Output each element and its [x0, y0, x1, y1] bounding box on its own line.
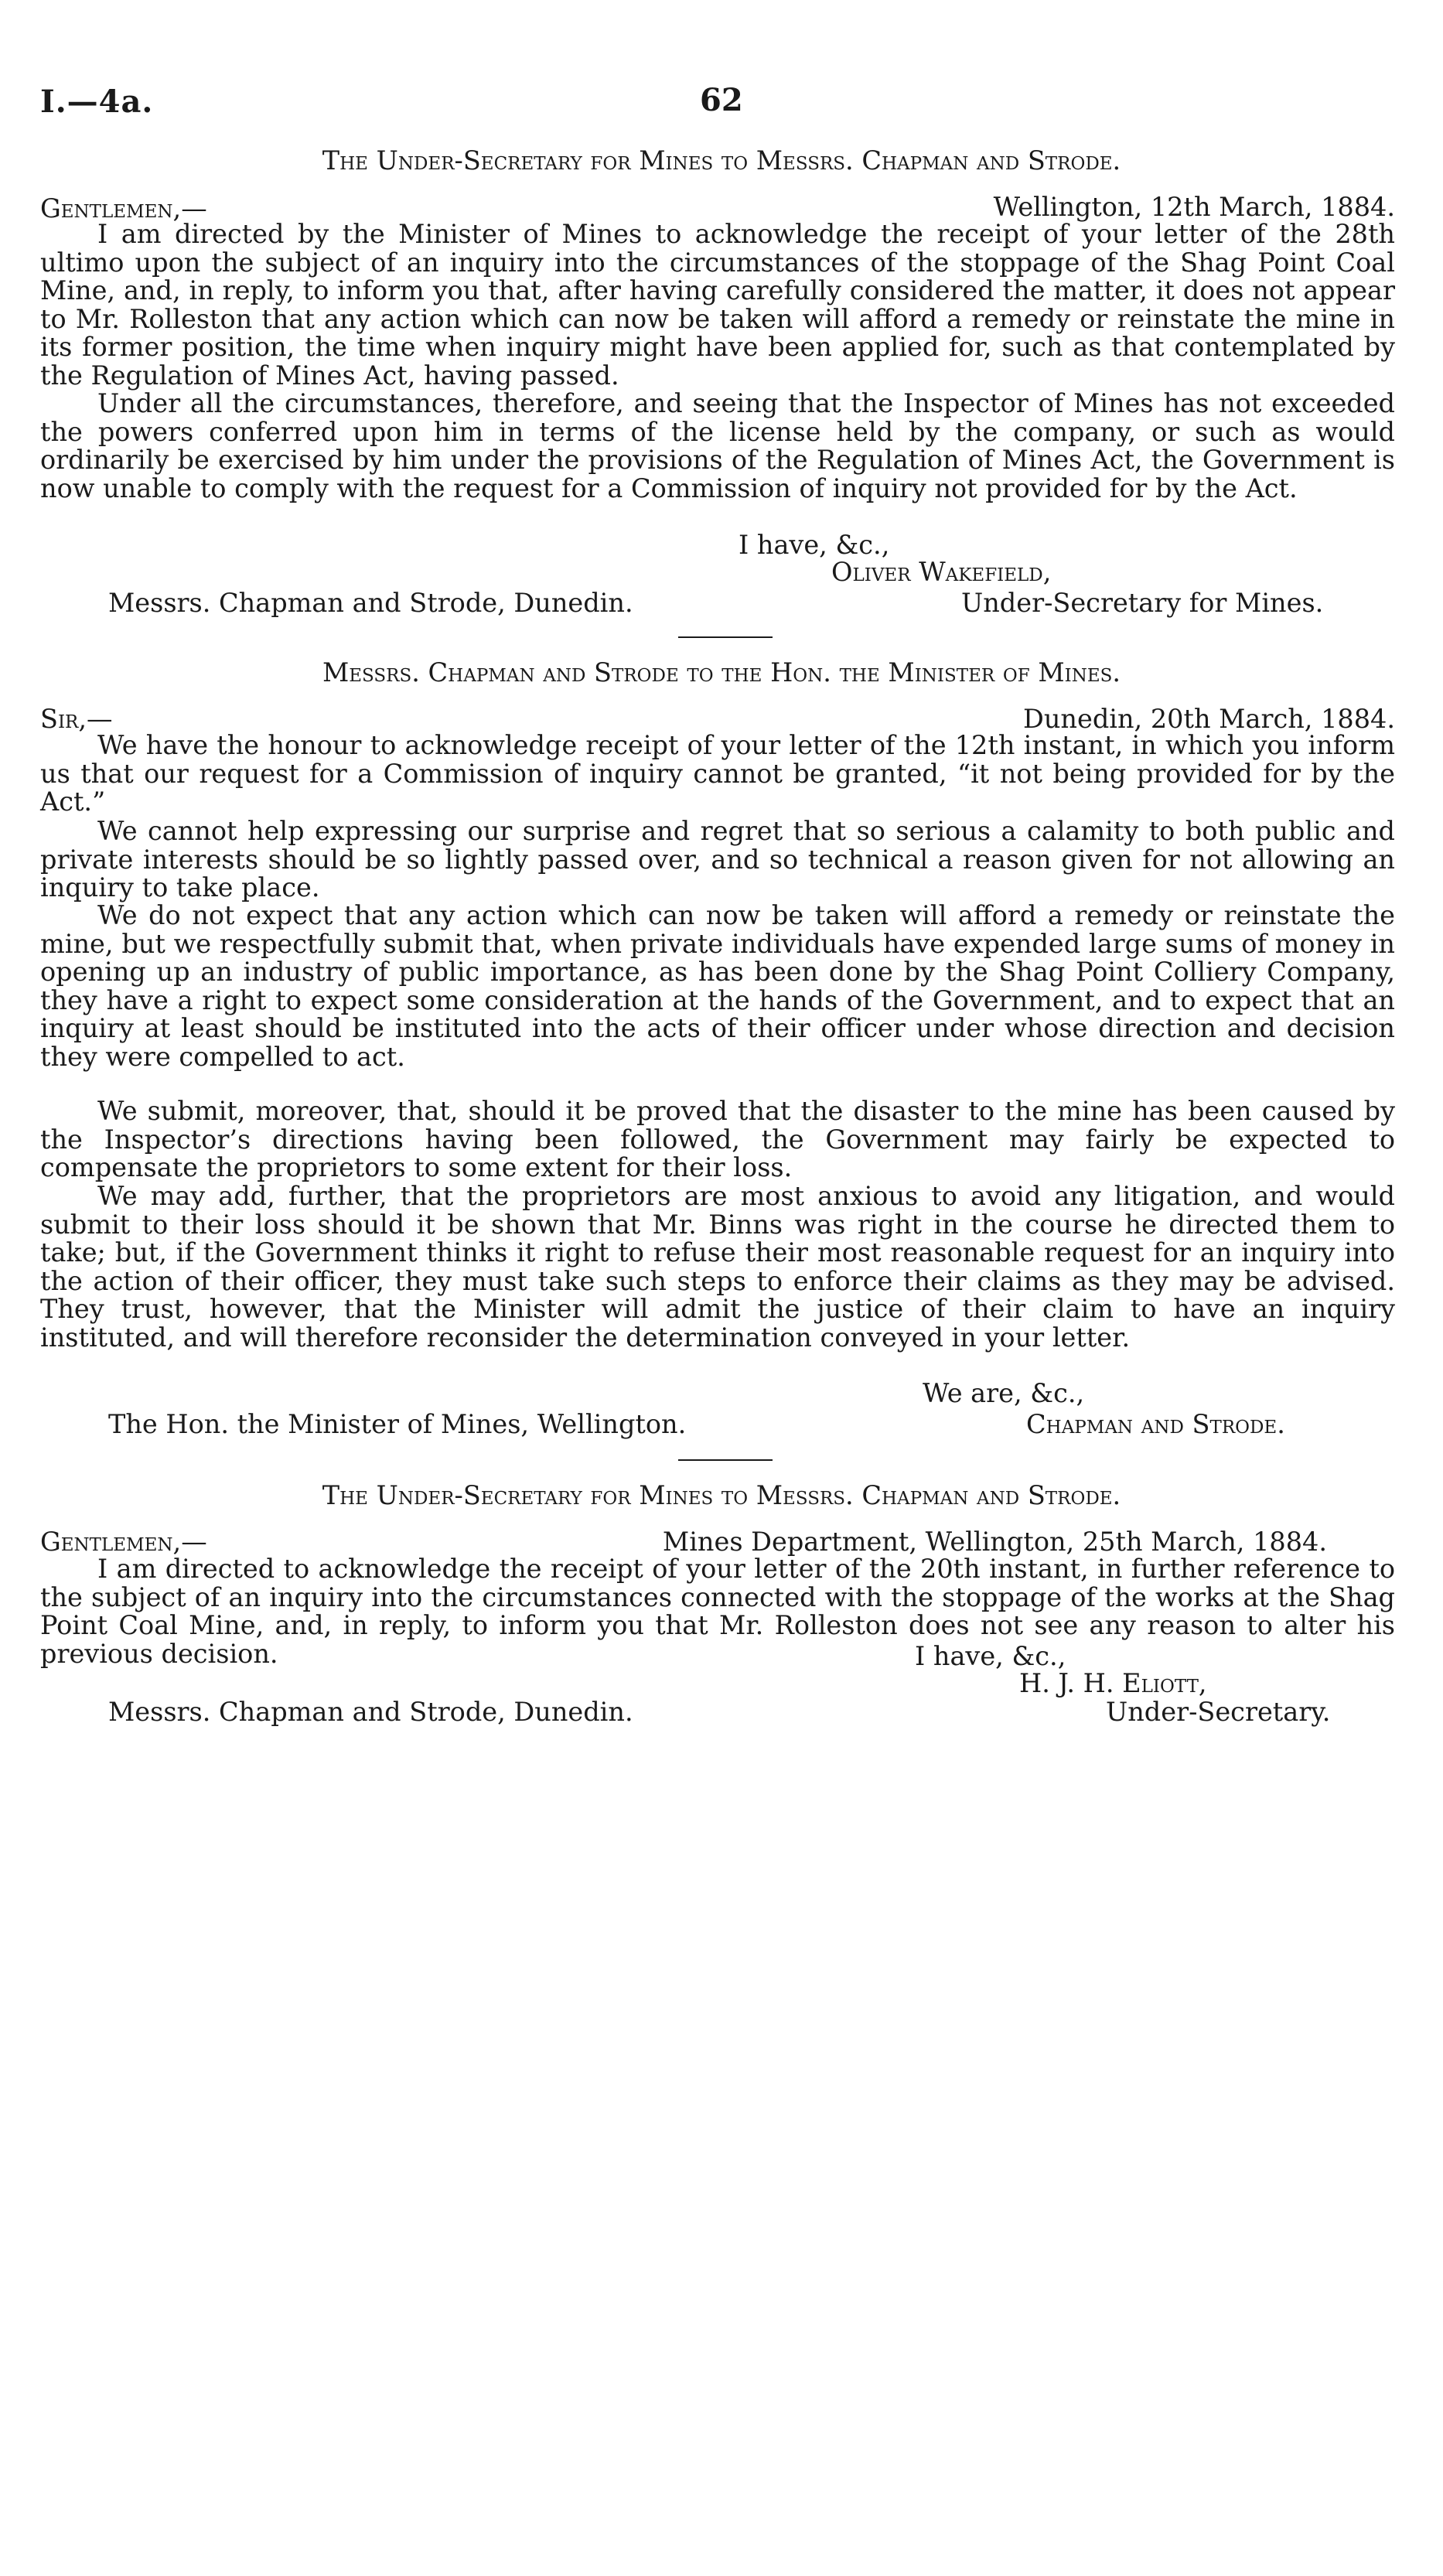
letter-2-addressee: The Hon. the Minister of Mines, Wellington.	[108, 1409, 687, 1439]
letter-2-salutation: Sir,—	[40, 704, 113, 734]
letter-2-signature: Chapman and Strode.	[1026, 1409, 1285, 1439]
page-number: 62	[700, 82, 743, 118]
letter-3-heading: The Under-Secretary for Mines to Messrs. Chapman and Strode.	[322, 1480, 1121, 1510]
letter-2-dateline: Dunedin, 20th March, 1884.	[1022, 704, 1395, 734]
letter-1-salutation: Gentlemen,—	[40, 193, 207, 223]
letter-1-paragraph-1: I am directed by the Minister of Mines to acknowledge the receipt of your letter of the 28th ultimo upon the subject of an inquiry into the circumstances of the stoppage of the Shag Point Coal Mine, and, in reply, to inform you that, after having carefully considered the matter, it does not appear to Mr. Rolleston that any action which can now be taken will afford a remedy or reinstate the mine in its former position, the time when inquiry might have been applied for, such as that contemplated by the Regulation of Mines Act, having passed.	[40, 219, 1395, 391]
letter-2-paragraph-1: We have the honour to acknowledge receipt of your letter of the 12th instant, in which you inform us that our request for a Commission of inquiry cannot be granted, “it not being provided for by the Act.”	[40, 730, 1395, 817]
separator-rule-1	[678, 636, 773, 638]
document-reference: I.—4a.	[40, 84, 154, 120]
letter-3-paragraph-1: I am directed to acknowledge the receipt of your letter of the 20th instant, in further reference to the subject of an inquiry into the circumstances connected with the stoppage of the works at the Shag Point Coal Mine, and, in reply, to inform you that Mr. Rolleston does not see any reason to alter his previous decision.	[40, 1554, 1395, 1669]
letter-3-signature: H. J. H. Eliott,	[1019, 1668, 1207, 1698]
letter-2-heading: Messrs. Chapman and Strode to the Hon. the Minister of Mines.	[322, 657, 1121, 688]
letter-3-closing: I have, &c.,	[915, 1641, 1066, 1671]
letter-2-closing: We are, &c.,	[923, 1378, 1085, 1408]
letter-1-dateline: Wellington, 12th March, 1884.	[993, 192, 1395, 222]
letter-3-title: Under-Secretary.	[1106, 1697, 1331, 1727]
letter-1-paragraph-2: Under all the circumstances, therefore, and seeing that the Inspector of Mines has not exceeded the powers conferred upon him in terms of the license held by the company, or such as would ordinarily be exercised by him under the provisions of the Regulation of Mines Act, the Government is now unable to comply with the request for a Commission of inquiry not provided for by the Act.	[40, 388, 1395, 503]
letter-2-paragraph-2: We cannot help expressing our surprise and regret that so serious a calamity to both public and private interests should be so lightly passed over, and so technical a reason given for not allowing an inquiry to take place.	[40, 816, 1395, 902]
letter-2-paragraph-3: We do not expect that any action which can now be taken will afford a remedy or reinstate the mine, but we respectfully submit that, when private individuals have expended large sums of money in opening up an industry of public importance, as has been done by the Shag Point Colliery Company, they have a right to expect some consideration at the hands of the Government, and to expect that an inquiry at least should be instituted into the acts of their officer under whose direction and decision they were compelled to act.	[40, 900, 1395, 1072]
letter-2-paragraph-4: We submit, moreover, that, should it be proved that the disaster to the mine has been caused by the Inspector’s directions having been followed, the Government may fairly be expected to compensate the proprietors to some extent for their loss.	[40, 1096, 1395, 1182]
letter-1-title: Under-Secretary for Mines.	[961, 588, 1324, 618]
letter-1-addressee: Messrs. Chapman and Strode, Dunedin.	[108, 588, 633, 618]
separator-rule-2	[678, 1459, 773, 1461]
letter-3-addressee: Messrs. Chapman and Strode, Dunedin.	[108, 1697, 633, 1727]
letter-2-paragraph-5: We may add, further, that the proprietors are most anxious to avoid any litigation, and would submit to their loss should it be shown that Mr. Binns was right in the course he directed them to take; but, if the Government thinks it right to refuse their most reasonable request for an inquiry into the action of their officer, they must take such steps to enforce their claims as they may be advised. They trust, however, that the Minister will admit the justice of their claim to have an inquiry instituted, and will therefore reconsider the determination conveyed in your letter.	[40, 1181, 1395, 1353]
letter-1-signature: Oliver Wakefield,	[831, 557, 1052, 587]
letter-3-salutation: Gentlemen,—	[40, 1527, 207, 1557]
letter-1-heading: The Under-Secretary for Mines to Messrs. Chapman and Strode.	[322, 145, 1121, 176]
letter-3-dateline: Mines Department, Wellington, 25th March, 1884.	[662, 1527, 1327, 1557]
letter-1-closing: I have, &c.,	[739, 530, 890, 560]
